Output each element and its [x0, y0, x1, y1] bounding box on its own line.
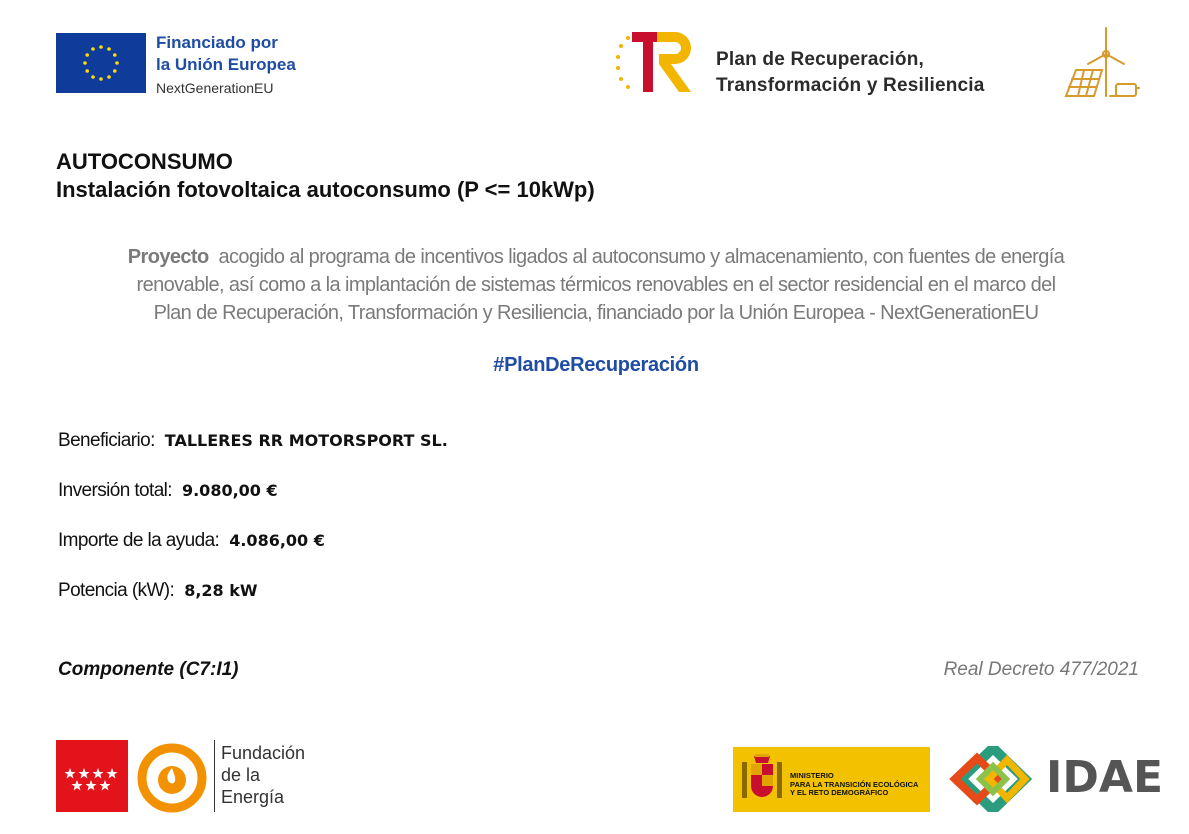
field-beneficiario — [58, 430, 448, 452]
comunidad-madrid-flag-logo — [56, 740, 128, 812]
fundacion-line-3: Energía — [221, 787, 285, 807]
field-potencia — [58, 580, 258, 602]
ministerio-text — [790, 772, 918, 798]
description-line-1 — [56, 243, 1136, 271]
potencia-value: 8,28 kW — [184, 581, 258, 600]
decreto-text: Real Decreto 477/2021 — [943, 659, 1139, 680]
fundacion-energia-text — [221, 742, 305, 808]
description-line-3: Plan de Recuperación, Transformación y Resiliencia, financiado por la Unión Europea - NextGenerationEU — [153, 302, 1039, 324]
project-description — [56, 243, 1136, 327]
description-line-1-text: acogido al programa de incentivos ligados al autoconsumo y almacenamiento, con fuentes de energía — [218, 246, 1065, 268]
description-lead: Proyecto — [127, 246, 209, 268]
idae-logo-text: IDAE — [1046, 752, 1164, 803]
page-title: AUTOCONSUMO — [56, 149, 233, 174]
ayuda-value: 4.086,00 € — [229, 531, 325, 550]
ministerio-line-3: Y EL RETO DEMOGRÁFICO — [790, 788, 889, 797]
beneficiario-value: TALLERES RR MOTORSPORT SL. — [164, 431, 448, 450]
eu-line-3: NextGenerationEU — [156, 80, 274, 96]
ayuda-label: Importe de la ayuda: — [58, 530, 220, 551]
logo-divider — [214, 740, 215, 812]
beneficiario-label: Beneficiario: — [58, 430, 155, 451]
eu-line-1: Financiado por — [156, 33, 278, 52]
componente-text: Componente (C7:I1) — [58, 659, 239, 680]
fundacion-energia-logo — [134, 738, 212, 814]
fundacion-line-2: de la — [221, 765, 261, 785]
prtr-text — [716, 47, 985, 99]
description-line-2: renovable, así como a la implantación de sistemas térmicos renovables en el sector residencial en el marco del — [136, 274, 1056, 296]
title-block — [56, 148, 595, 204]
prtr-logo — [614, 30, 700, 98]
prtr-line-2: Transformación y Resiliencia — [716, 75, 985, 96]
ministerio-line-2: PARA LA TRANSICIÓN ECOLÓGICA — [790, 779, 919, 789]
inversion-value: 9.080,00 € — [181, 481, 278, 500]
eu-line-2: la Unión Europea — [156, 55, 296, 74]
prtr-line-1: Plan de Recuperación, — [716, 49, 924, 70]
field-inversion — [58, 480, 278, 502]
hashtag: #PlanDeRecuperación — [493, 354, 699, 376]
eu-flag-logo — [56, 33, 146, 93]
solar-wind-energy-icon — [1058, 24, 1142, 102]
inversion-label: Inversión total: — [58, 480, 172, 501]
spain-coat-of-arms-icon — [740, 752, 784, 808]
idae-logo-mark — [947, 746, 1039, 812]
ministerio-line-1: MINISTERIO — [790, 771, 834, 780]
potencia-label: Potencia (kW): — [58, 580, 175, 601]
fundacion-line-1: Fundación — [221, 743, 306, 763]
field-ayuda — [58, 530, 325, 552]
page-subtitle: Instalación fotovoltaica autoconsumo (P <= 10kWp) — [56, 177, 595, 202]
eu-funding-text — [156, 32, 296, 99]
